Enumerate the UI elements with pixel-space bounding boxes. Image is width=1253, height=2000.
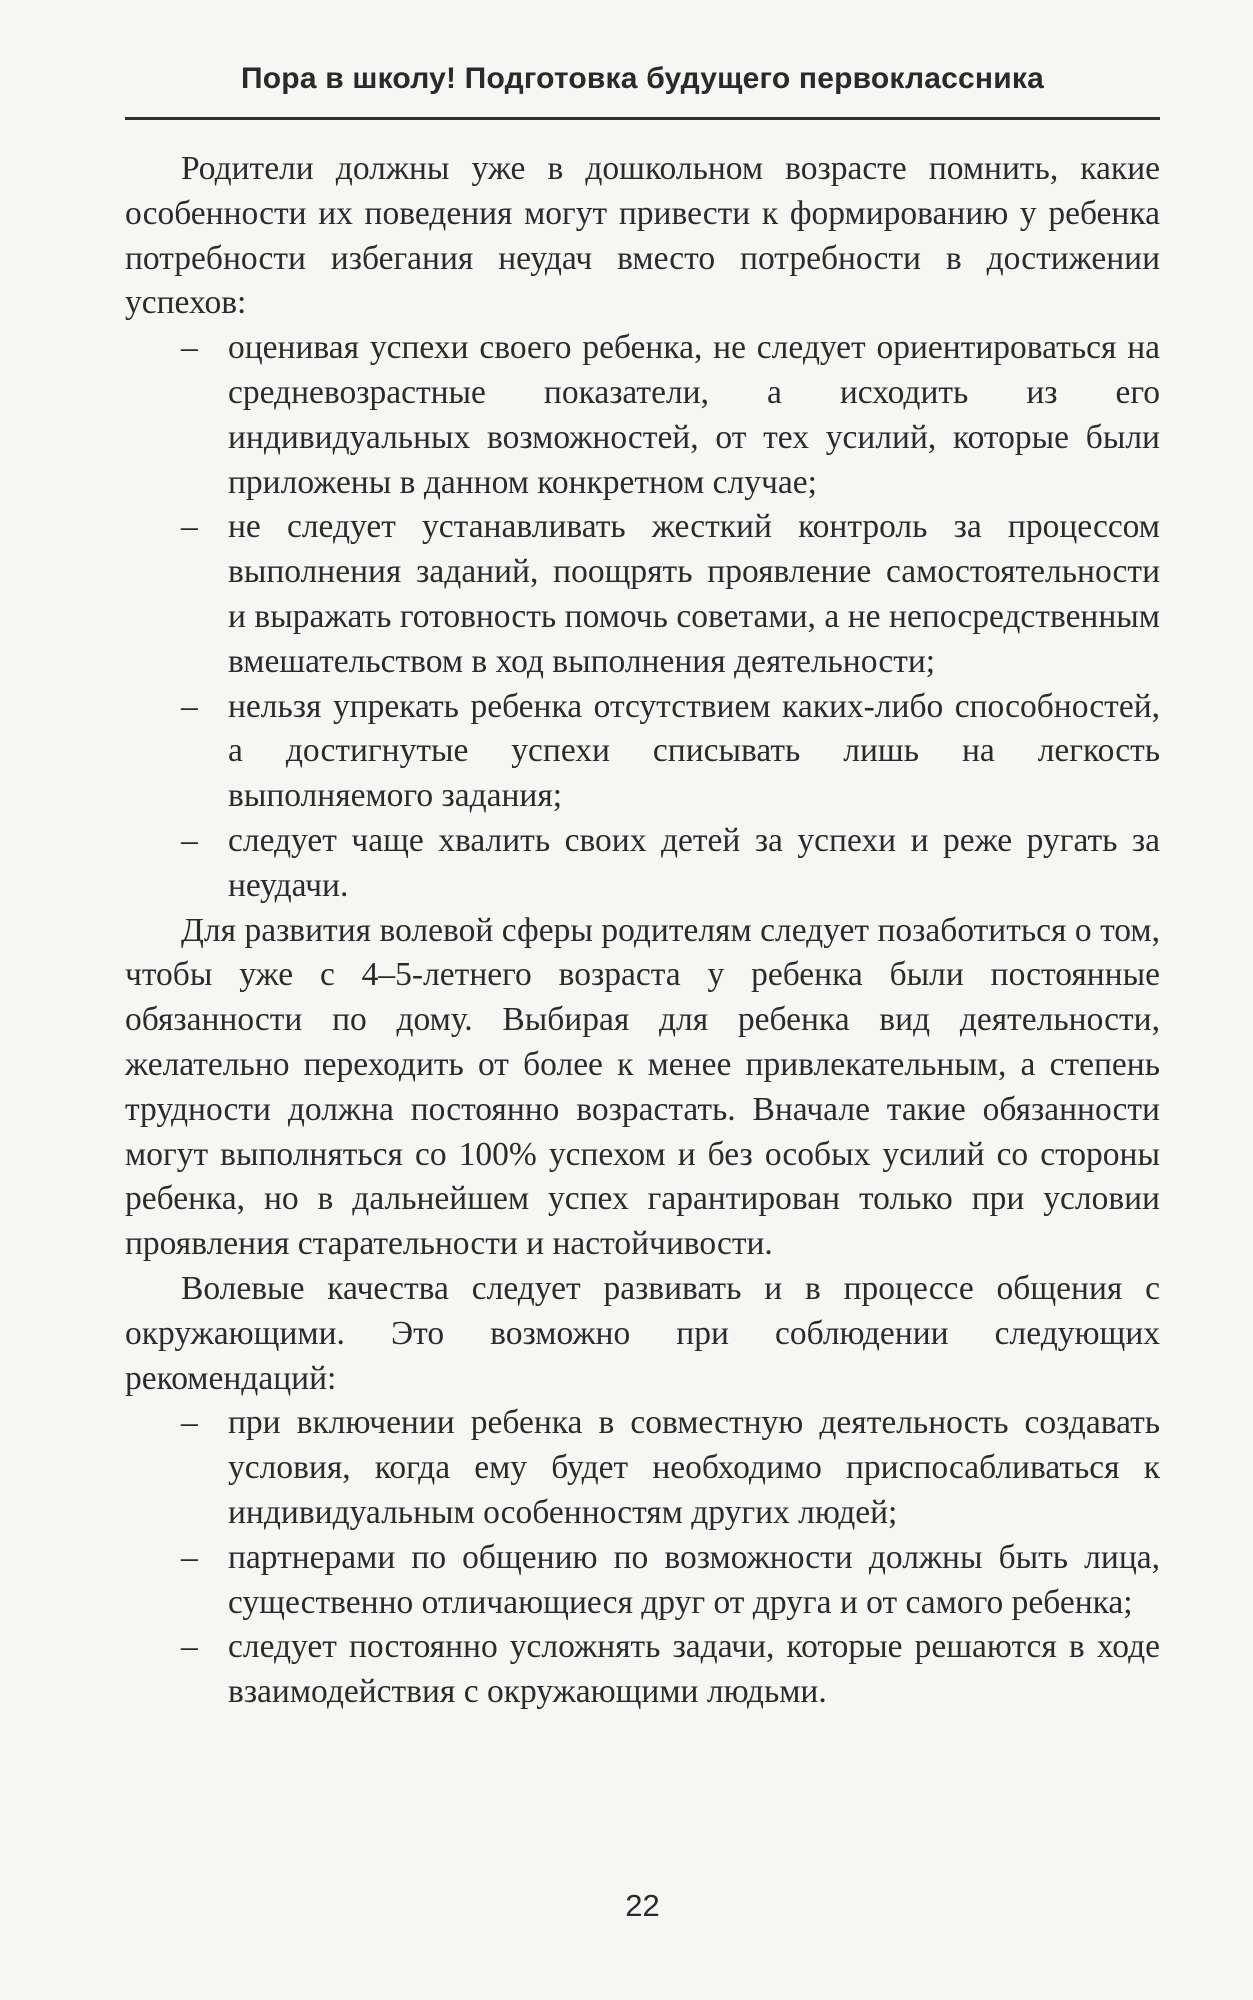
- list-item: [125, 326, 1160, 505]
- dash-marker: –: [181, 329, 198, 367]
- page-body: [125, 147, 1160, 1715]
- list-item-text: следует постоянно усложнять задачи, которые решаются в ходе взаимодействия с окружающими людьми.: [228, 1628, 1160, 1711]
- dash-marker: –: [181, 821, 198, 859]
- list-item-text: следует чаще хвалить своих детей за успехи и реже ругать за неудачи.: [228, 821, 1160, 904]
- list-item: [125, 685, 1160, 819]
- paragraph-1: Родители должны уже в дошкольном возрасте помнить, какие особенности их поведения могут привести к формированию у ребенка потребности избегания неудач вместо потребности в достижении успехов:: [125, 150, 1160, 322]
- list-item-text: при включении ребенка в совместную деятельность создавать условия, когда ему будет необходимо приспосабливаться к индивидуальным особенностям других людей;: [228, 1404, 1160, 1531]
- list-item-text: оценивая успехи своего ребенка, не следует ориентироваться на средневозрастные показатели, а исходить из его индивидуальных возможностей, от тех усилий, которые были приложены в данном конкретном случае;: [228, 329, 1160, 501]
- running-title: Пора в школу! Подготовка будущего первоклассника: [241, 62, 1044, 95]
- list-item: [125, 505, 1160, 684]
- list-item-text: нельзя упрекать ребенка отсутствием каких-либо способностей, а достигнутые успехи списывать лишь на легкость выполняемого задания;: [228, 687, 1160, 815]
- list-item: [125, 819, 1160, 909]
- list-item-text: не следует устанавливать жесткий контроль за процессом выполнения заданий, поощрять проявление самостоятельности и выражать готовность помочь советами, а не непосредственным вмешательством в ход выполнения деятельности;: [228, 508, 1160, 680]
- dash-marker: –: [181, 1404, 198, 1442]
- page-number: 22: [625, 1888, 660, 1923]
- dash-marker: –: [181, 1628, 198, 1666]
- dash-marker: –: [181, 1538, 198, 1576]
- paragraph-2: Для развития волевой сферы родителям следует позаботиться о том, чтобы уже с 4–5-летнего возраста у ребенка были постоянные обязанности по дому. Выбирая для ребенка вид деятельности, желательно переходить от более к менее привлекательным, а степень трудности должна постоянно возрастать. Вначале такие обязанности могут выполняться со 100% успехом и без особых усилий со стороны ребенка, но в дальнейшем успех гарантирован только при условии проявления старательности и настойчивости.: [125, 911, 1160, 1263]
- bullet-list-2: [125, 1401, 1160, 1715]
- list-item: [125, 1625, 1160, 1715]
- dash-marker: –: [181, 687, 198, 725]
- list-item: [125, 1536, 1160, 1626]
- bullet-list-1: [125, 326, 1160, 908]
- list-item-text: партнерами по общению по возможности должны быть лица, существенно отличающиеся друг от друга и от самого ребенка;: [228, 1538, 1160, 1621]
- header-rule: [125, 117, 1160, 120]
- dash-marker: –: [181, 508, 198, 546]
- paragraph-3: Волевые качества следует развивать и в процессе общения с окружающими. Это возможно при соблюдении следующих рекомендаций:: [125, 1269, 1160, 1397]
- list-item: [125, 1401, 1160, 1535]
